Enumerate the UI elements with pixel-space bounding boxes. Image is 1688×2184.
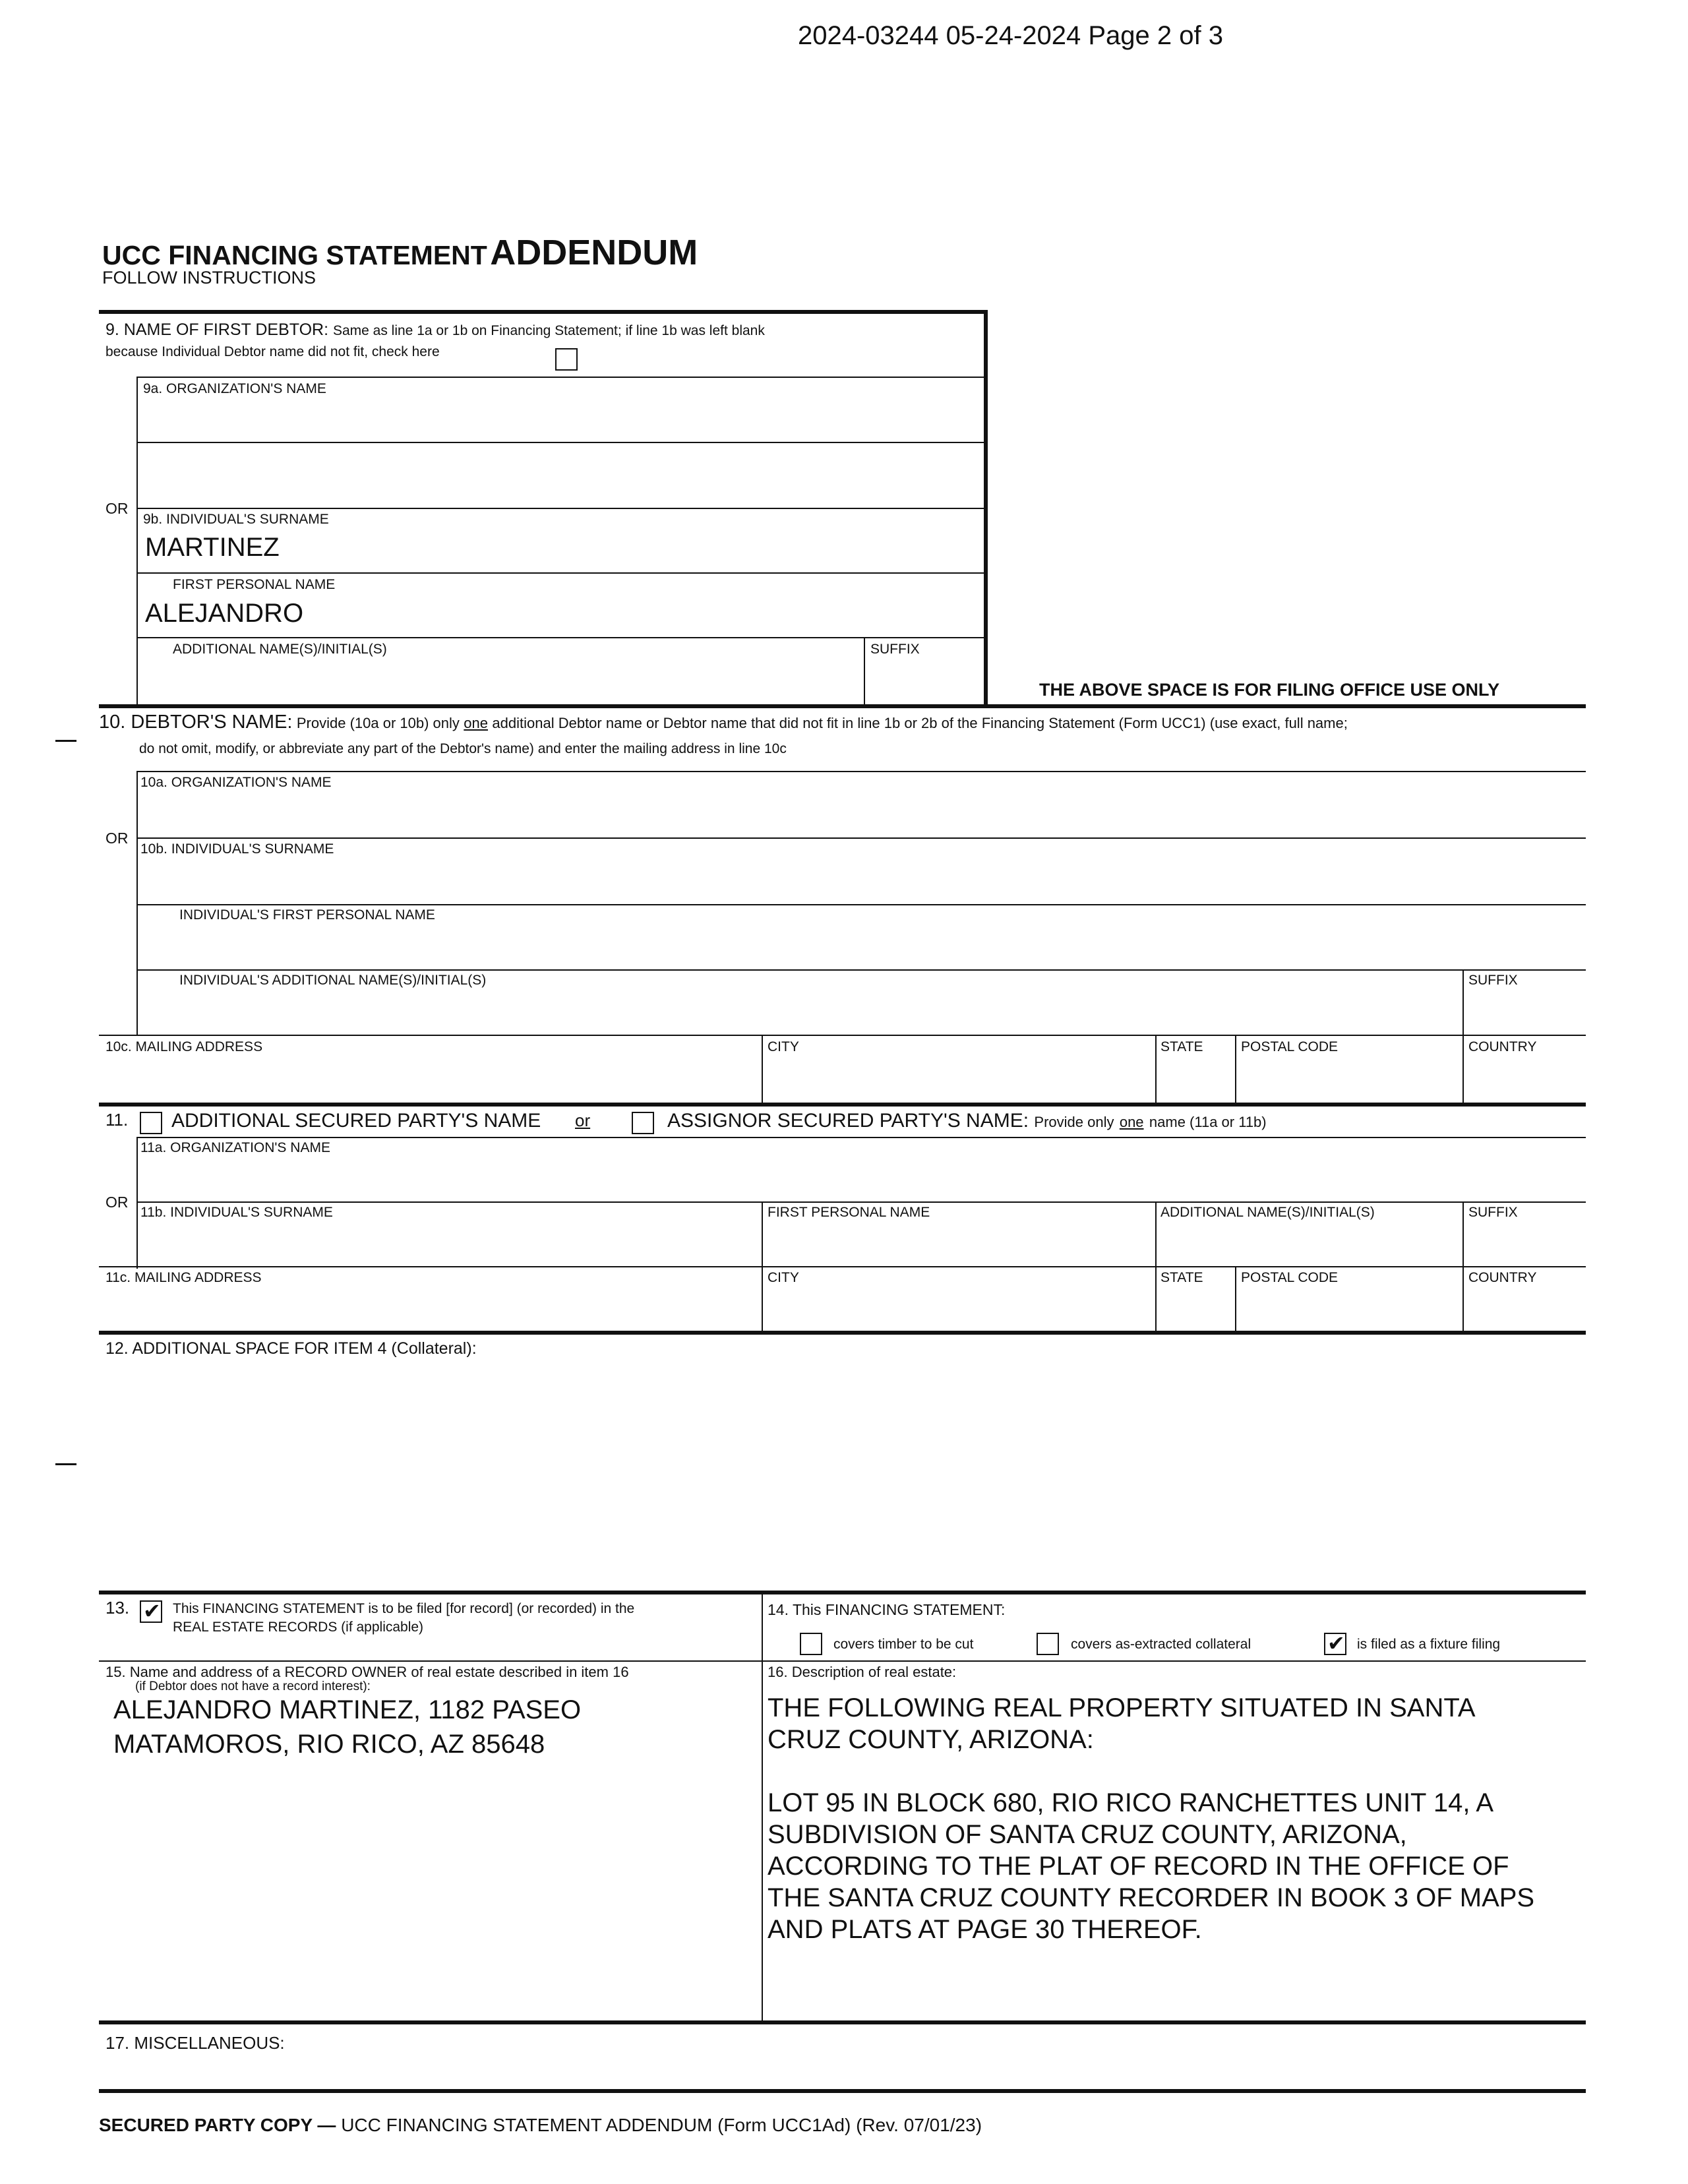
item9-instructions-2: because Individual Debtor name did not fit, check here bbox=[106, 344, 440, 359]
item13-checkbox[interactable] bbox=[140, 1600, 162, 1623]
item10-label: 10. DEBTOR'S NAME: Provide (10a or 10b) only one additional Debtor name or Debtor name that did not fit in line 1b or 2b of the Financing Statement (Form UCC1) (use exact, full name; bbox=[99, 712, 1348, 733]
item9-additional-label: ADDITIONAL NAME(S)/INITIAL(S) bbox=[173, 642, 387, 657]
item10-title: 10. DEBTOR'S NAME: bbox=[99, 712, 293, 733]
item11-country-label: COUNTRY bbox=[1468, 1270, 1537, 1285]
item11-assignor-checkbox[interactable] bbox=[632, 1112, 654, 1134]
item11a-label: 11a. ORGANIZATION'S NAME bbox=[140, 1140, 330, 1155]
follow-instructions: FOLLOW INSTRUCTIONS bbox=[102, 268, 316, 288]
form-title-prefix: UCC FINANCING STATEMENT bbox=[102, 240, 487, 270]
item11c-label: 11c. MAILING ADDRESS bbox=[106, 1270, 262, 1285]
footer-copy-type: SECURED PARTY COPY — bbox=[99, 2115, 336, 2135]
item16-line: SUBDIVISION OF SANTA CRUZ COUNTY, ARIZONA, bbox=[768, 1820, 1407, 1849]
footer-form-name: UCC FINANCING STATEMENT ADDENDUM (Form UCC1Ad) (Rev. 07/01/23) bbox=[341, 2115, 982, 2135]
item10-instructions-2: do not omit, modify, or abbreviate any part of the Debtor's name) and enter the mailing address in line 10c bbox=[139, 741, 787, 756]
item11-or: OR bbox=[106, 1194, 129, 1211]
item16-line: LOT 95 IN BLOCK 680, RIO RICO RANCHETTES UNIT 14, A bbox=[768, 1788, 1494, 1817]
item16-label: 16. Description of real estate: bbox=[768, 1664, 957, 1680]
margin-mark bbox=[55, 740, 76, 742]
item13-line2: REAL ESTATE RECORDS (if applicable) bbox=[173, 1620, 424, 1635]
item16-line: ACCORDING TO THE PLAT OF RECORD IN THE OFFICE OF bbox=[768, 1852, 1509, 1881]
item9b-label: 9b. INDIVIDUAL'S SURNAME bbox=[143, 512, 329, 527]
item9-first-label: FIRST PERSONAL NAME bbox=[173, 577, 336, 592]
item16-line: THE SANTA CRUZ COUNTY RECORDER IN BOOK 3 OF MAPS bbox=[768, 1883, 1535, 1912]
item14-fixture-checkbox[interactable] bbox=[1324, 1633, 1346, 1655]
item11-assignor-label: ASSIGNOR SECURED PARTY'S NAME: Provide only one name (11a or 11b) bbox=[667, 1110, 1267, 1132]
item11-first-label: FIRST PERSONAL NAME bbox=[768, 1205, 930, 1220]
item9-checkbox[interactable] bbox=[555, 348, 578, 371]
item11-postal-label: POSTAL CODE bbox=[1241, 1270, 1339, 1285]
item14-extracted-checkbox[interactable] bbox=[1037, 1633, 1059, 1655]
header-stamp: 2024-03244 05-24-2024 Page 2 of 3 bbox=[798, 21, 1223, 50]
item14-extracted-label: covers as-extracted collateral bbox=[1071, 1637, 1251, 1652]
item13-num: 13. bbox=[106, 1598, 130, 1618]
item16-line: AND PLATS AT PAGE 30 THEREOF. bbox=[768, 1915, 1202, 1944]
item14-label: 14. This FINANCING STATEMENT: bbox=[768, 1601, 1006, 1618]
item14-timber-checkbox[interactable] bbox=[800, 1633, 822, 1655]
item9-title: 9. NAME OF FIRST DEBTOR: bbox=[106, 320, 329, 339]
item10-or: OR bbox=[106, 830, 129, 847]
item17-label: 17. MISCELLANEOUS: bbox=[106, 2033, 285, 2053]
item11-additional-checkbox[interactable] bbox=[140, 1112, 162, 1134]
item15-line2: (if Debtor does not have a record interest): bbox=[135, 1680, 371, 1693]
item11-state-label: STATE bbox=[1160, 1270, 1203, 1285]
margin-mark bbox=[55, 1463, 76, 1465]
item10-country-label: COUNTRY bbox=[1468, 1039, 1537, 1054]
item11b-label: 11b. INDIVIDUAL'S SURNAME bbox=[140, 1205, 333, 1220]
item10-state-label: STATE bbox=[1160, 1039, 1203, 1054]
item10-postal-label: POSTAL CODE bbox=[1241, 1039, 1339, 1054]
item10-first-label: INDIVIDUAL'S FIRST PERSONAL NAME bbox=[179, 907, 435, 923]
item9-suffix-label: SUFFIX bbox=[870, 642, 920, 657]
item11-suffix-label: SUFFIX bbox=[1468, 1205, 1518, 1220]
item16-line: CRUZ COUNTY, ARIZONA: bbox=[768, 1725, 1094, 1754]
item10-additional-label: INDIVIDUAL'S ADDITIONAL NAME(S)/INITIAL(S) bbox=[179, 973, 487, 988]
item9-label bbox=[106, 321, 765, 340]
item14-timber-label: covers timber to be cut bbox=[833, 1637, 974, 1652]
item9-instructions: Same as line 1a or 1b on Financing Statement; if line 1b was left blank bbox=[332, 323, 765, 338]
item15-value-line2: MATAMOROS, RIO RICO, AZ 85648 bbox=[113, 1730, 545, 1759]
item11-additional-name-label: ADDITIONAL NAME(S)/INITIAL(S) bbox=[1160, 1205, 1375, 1220]
item9-or: OR bbox=[106, 500, 129, 517]
filing-office-note: THE ABOVE SPACE IS FOR FILING OFFICE USE ONLY bbox=[1039, 680, 1500, 700]
item11-num: 11. bbox=[106, 1110, 129, 1130]
item15-line1: 15. Name and address of a RECORD OWNER of real estate described in item 16 bbox=[106, 1664, 629, 1680]
item11-city-label: CITY bbox=[768, 1270, 799, 1285]
item10-city-label: CITY bbox=[768, 1039, 799, 1054]
item15-value-line1: ALEJANDRO MARTINEZ, 1182 PASEO bbox=[113, 1695, 582, 1724]
item10a-label: 10a. ORGANIZATION'S NAME bbox=[140, 775, 332, 790]
item14-fixture-label: is filed as a fixture filing bbox=[1357, 1637, 1501, 1652]
item10c-label: 10c. MAILING ADDRESS bbox=[106, 1039, 263, 1054]
footer bbox=[99, 2115, 982, 2136]
item9a-label: 9a. ORGANIZATION'S NAME bbox=[143, 381, 326, 396]
item9b-surname-value: MARTINEZ bbox=[145, 533, 280, 562]
item13-line1: This FINANCING STATEMENT is to be filed [for record] (or recorded) in the bbox=[173, 1601, 635, 1616]
form-title-main: ADDENDUM bbox=[490, 233, 698, 272]
item10b-label: 10b. INDIVIDUAL'S SURNAME bbox=[140, 841, 334, 857]
item9-first-value: ALEJANDRO bbox=[145, 599, 304, 628]
item11-additional-label: ADDITIONAL SECURED PARTY'S NAME bbox=[171, 1110, 541, 1132]
item12-label: 12. ADDITIONAL SPACE FOR ITEM 4 (Collateral): bbox=[106, 1339, 477, 1358]
form-title bbox=[102, 232, 698, 273]
item11-or-word: or bbox=[575, 1110, 591, 1130]
item10-suffix-label: SUFFIX bbox=[1468, 973, 1518, 988]
item16-line: THE FOLLOWING REAL PROPERTY SITUATED IN SANTA bbox=[768, 1693, 1476, 1722]
